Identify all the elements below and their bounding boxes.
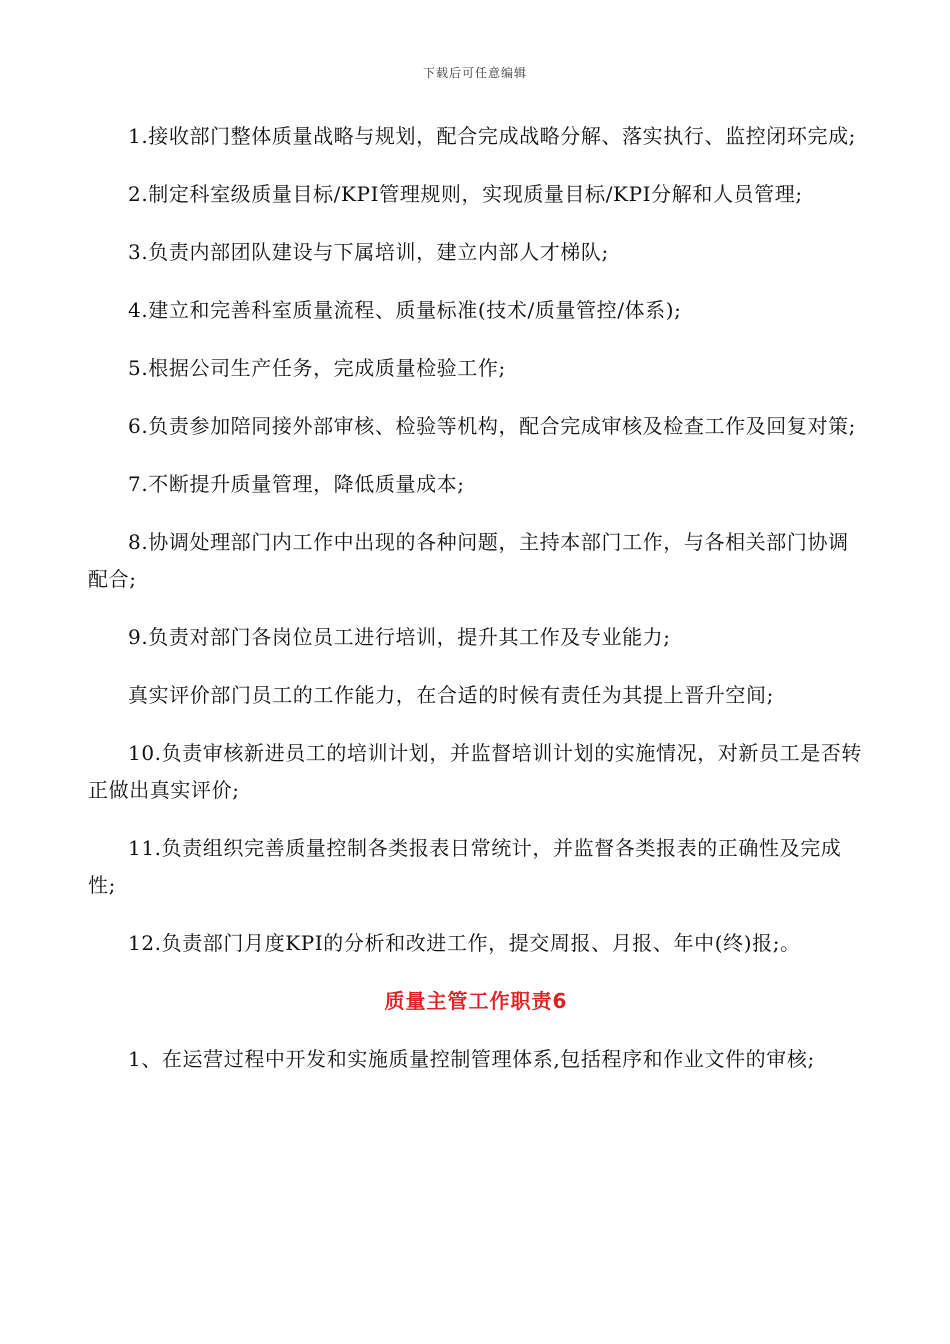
paragraph-6: 6.负责参加陪同接外部审核、检验等机构，配合完成审核及检查工作及回复对策; (128, 414, 857, 438)
paragraph-9: 9.负责对部门各岗位员工进行培训，提升其工作及专业能力; (128, 625, 671, 649)
paragraph-12: 12.负责部门月度KPI的分析和改进工作，提交周报、月报、年中(终)报;。 (128, 931, 801, 955)
section-paragraph-1: 1、在运营过程中开发和实施质量控制管理体系,包括程序和作业文件的审核; (128, 1047, 815, 1071)
paragraph-10: 10.负责审核新进员工的培训计划，并监督培训计划的实施情况，对新员工是否转正做出真实评价; (88, 741, 863, 802)
paragraph-3: 3.负责内部团队建设与下属培训，建立内部人才梯队; (128, 240, 609, 264)
paragraph-2: 2.制定科室级质量目标/KPI管理规则，实现质量目标/KPI分解和人员管理; (128, 182, 803, 206)
paragraph-7: 7.不断提升质量管理，降低质量成本; (128, 472, 465, 496)
paragraph-5: 5.根据公司生产任务，完成质量检验工作; (128, 356, 506, 380)
paragraph-8: 8.协调处理部门内工作中出现的各种问题，主持本部门工作，与各相关部门协调配合; (88, 530, 849, 591)
paragraph-1: 1.接收部门整体质量战略与规划，配合完成战略分解、落实执行、监控闭环完成; (128, 124, 857, 148)
paragraph-4: 4.建立和完善科室质量流程、质量标准(技术/质量管控/体系); (128, 298, 682, 322)
section-title: 质量主管工作职责6 (384, 989, 568, 1013)
paragraph-11: 11.负责组织完善质量控制各类报表日常统计，并监督各类报表的正确性及完成性; (88, 836, 842, 897)
paragraph-9-continued: 真实评价部门员工的工作能力，在合适的时候有责任为其提上晋升空间; (128, 683, 774, 707)
document-body (88, 118, 864, 1099)
page-header: 下载后可任意编辑 (422, 66, 527, 80)
